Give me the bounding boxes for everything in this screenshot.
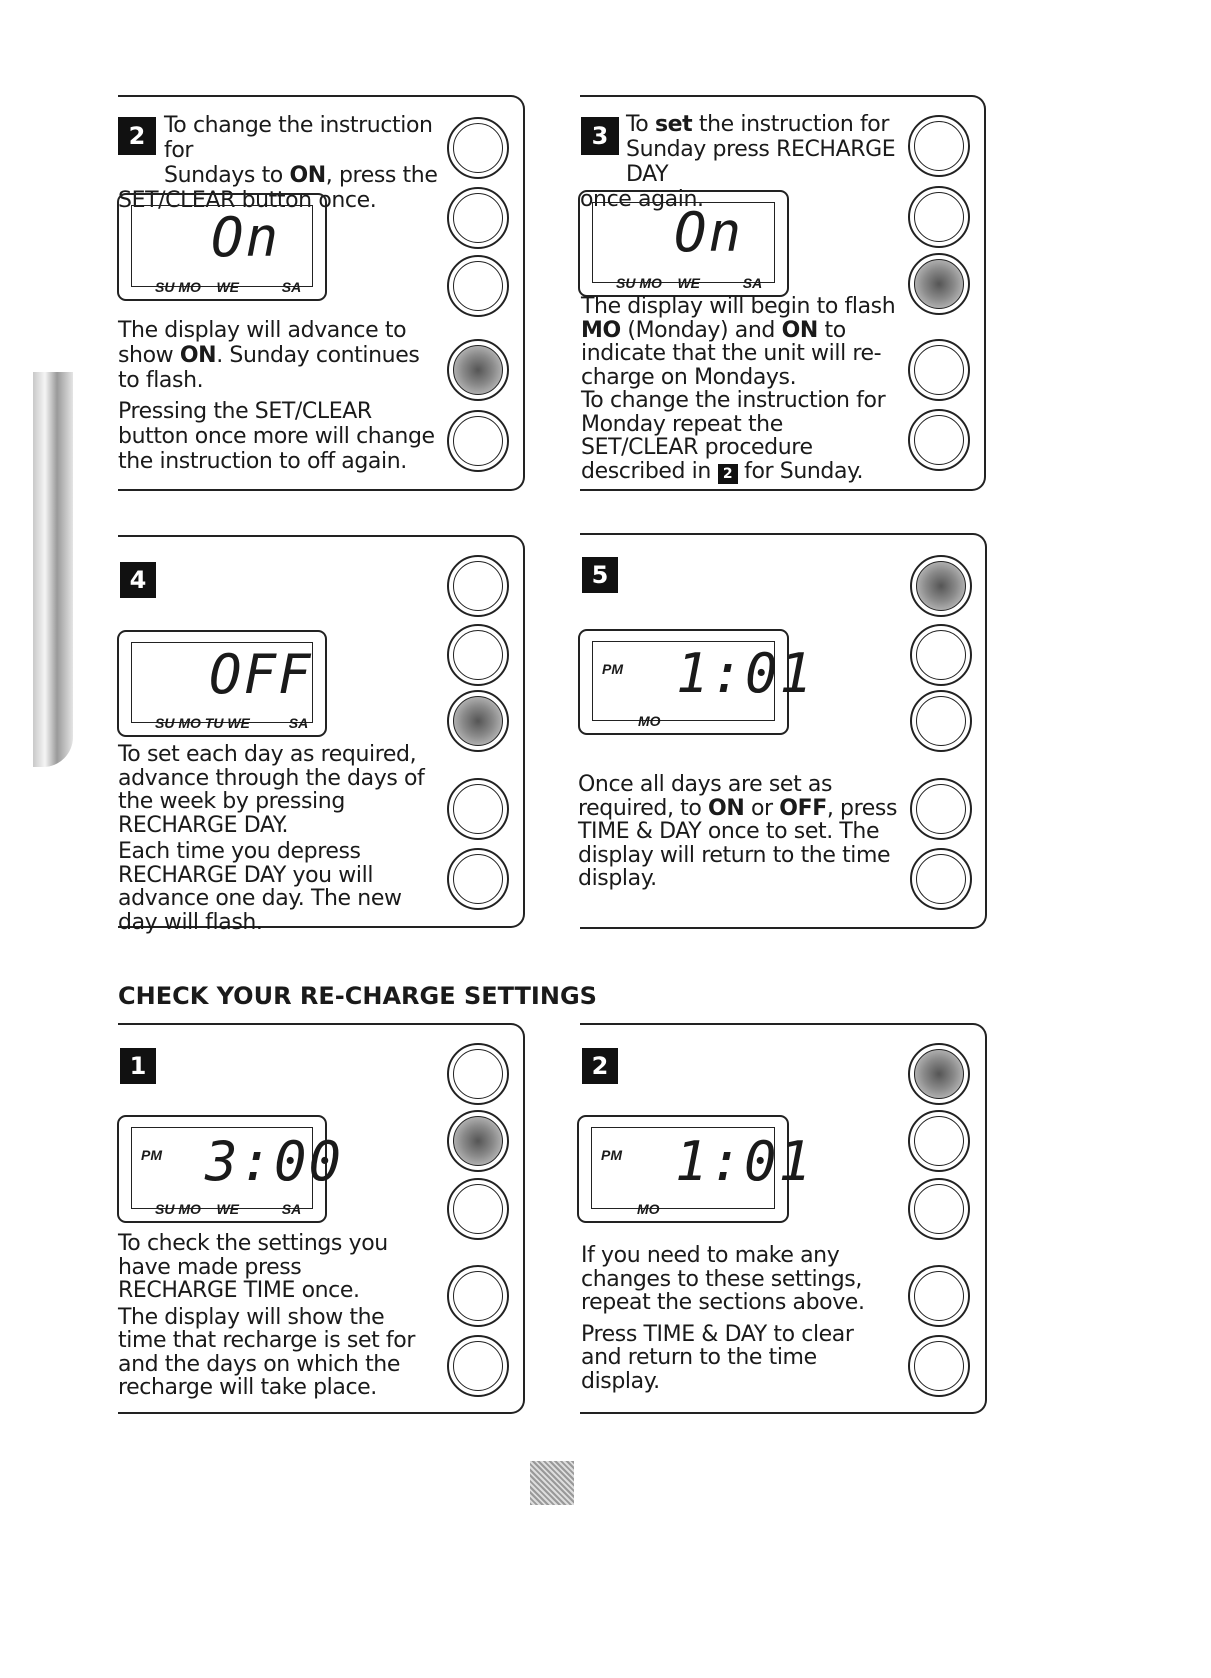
body-text-1: To set each day as required, advance through the days of the week by pressing RECHARGE DAY. [118,742,425,838]
lcd-days: SU MO WE SA [616,275,763,291]
body-text-2: Press TIME & DAY to clear and return to the time display. [581,1321,854,1394]
off-keyword: OFF [779,795,827,821]
lcd-display [117,193,327,301]
control-button[interactable] [447,555,509,617]
lcd-days: SU MO WE SA [155,279,302,295]
body-text-2: Pressing the SET/CLEAR button once more will change the instruction to off again. [118,399,435,474]
mo-keyword: MO [581,317,621,343]
control-button[interactable] [908,1178,970,1240]
control-button-pressed[interactable] [908,1043,970,1105]
lcd-main-readout: OFF [209,643,313,706]
step-badge: 2 [582,1048,618,1084]
intro-line-3: SET/CLEAR button once. [118,188,377,213]
step-badge: 5 [582,557,618,593]
intro-line-3: once again. [580,187,704,212]
control-button[interactable] [447,1043,509,1105]
panel-d-body [578,773,898,891]
body-text-2: Each time you depress RECHARGE DAY you will advance one day. The new day will flash. [118,839,402,935]
lcd-main-readout: 3:00 [205,1130,344,1193]
lcd-display [578,190,789,297]
step-badge: 2 [118,117,156,155]
body-text: for Sunday. [737,458,864,484]
panel-c-body [118,743,433,934]
control-button[interactable] [908,409,970,471]
side-tab [33,372,73,767]
panel-e-body [118,1232,418,1400]
step-badge: 4 [120,562,156,598]
body-text-2: The display will show the time that recharge is set for and the days on which the recharge will take place. [118,1304,415,1400]
on-keyword: ON [708,795,745,821]
set-keyword: set [654,112,693,137]
lcd-display [577,1115,814,1223]
control-button[interactable] [447,624,509,686]
control-button[interactable] [447,410,509,472]
intro-text: the instruction for [692,112,890,137]
intro-text: , press the [325,163,438,188]
control-button[interactable] [447,1265,509,1327]
body-text: (Monday) and [620,317,782,343]
intro-line-2: Sunday press RECHARGE DAY [626,137,896,187]
lcd-days: MO [637,1201,660,1217]
panel-b-body [581,295,901,484]
panel-a-body [118,318,443,474]
control-button-pressed[interactable] [910,555,972,617]
lcd-main-readout: On [211,206,281,269]
control-button-pressed[interactable] [908,253,970,315]
control-button-pressed[interactable] [447,339,509,401]
intro-text: Sundays to [164,163,290,188]
control-button[interactable] [908,1335,970,1397]
control-button[interactable] [908,186,970,248]
page-number [530,1461,574,1505]
lcd-pm-indicator: PM [141,1147,162,1163]
panel-f-body [581,1244,891,1393]
lcd-days: SU MO WE SA [155,1201,302,1217]
lcd-display [117,630,327,737]
control-button[interactable] [908,339,970,401]
body-text-1: If you need to make any changes to these settings, repeat the sections above. [581,1243,865,1315]
body-text: . Sunday continues to flash. [118,343,420,393]
control-button[interactable] [447,848,509,910]
control-button[interactable] [910,848,972,910]
body-text-1: To check the settings you have made press RECHARGE TIME once. [118,1231,388,1303]
on-keyword: ON [289,163,326,188]
lcd-main-readout: 1:01 [675,1130,814,1193]
lcd-main-readout: 1:01 [676,642,815,705]
control-button[interactable] [447,187,509,249]
control-button[interactable] [908,1110,970,1172]
body-text: , press TIME & DAY once to set. The display will return to the time display. [578,795,898,891]
body-text: The display will advance to show [118,318,407,368]
section-heading: CHECK YOUR RE-CHARGE SETTINGS [118,982,597,1010]
control-button[interactable] [910,624,972,686]
step-badge: 3 [581,117,619,155]
lcd-pm-indicator: PM [601,1147,622,1163]
lcd-main-readout: On [674,201,744,264]
body-text: Once all days are set as required, to [578,772,833,821]
lcd-display [578,629,815,735]
step-badge: 1 [120,1048,156,1084]
control-button[interactable] [910,778,972,840]
lcd-pm-indicator: PM [602,661,623,677]
inline-step-badge: 2 [718,464,738,484]
control-button[interactable] [908,1265,970,1327]
control-button[interactable] [908,115,970,177]
control-button[interactable] [447,778,509,840]
body-text: The display will begin to flash [581,294,896,319]
body-text: or [744,795,780,821]
control-button[interactable] [447,117,509,179]
control-button[interactable] [447,1178,509,1240]
intro-line-1: To change the instruction for [164,113,433,163]
lcd-days: MO [638,713,661,729]
control-button[interactable] [447,1335,509,1397]
on-keyword: ON [179,343,217,368]
control-button[interactable] [910,690,972,752]
body-text: to indicate that the unit will re-charge on Mondays. [581,317,882,390]
intro-text: To [626,112,655,137]
control-button[interactable] [447,255,509,317]
control-button-pressed[interactable] [447,1110,509,1172]
on-keyword: ON [781,317,818,343]
control-button-pressed[interactable] [447,690,509,752]
lcd-display [117,1115,344,1223]
lcd-days: SU MO TU WE SA [155,715,309,731]
body-text: To change the instruction for Monday repeat the SET/CLEAR procedure described in [581,388,886,484]
